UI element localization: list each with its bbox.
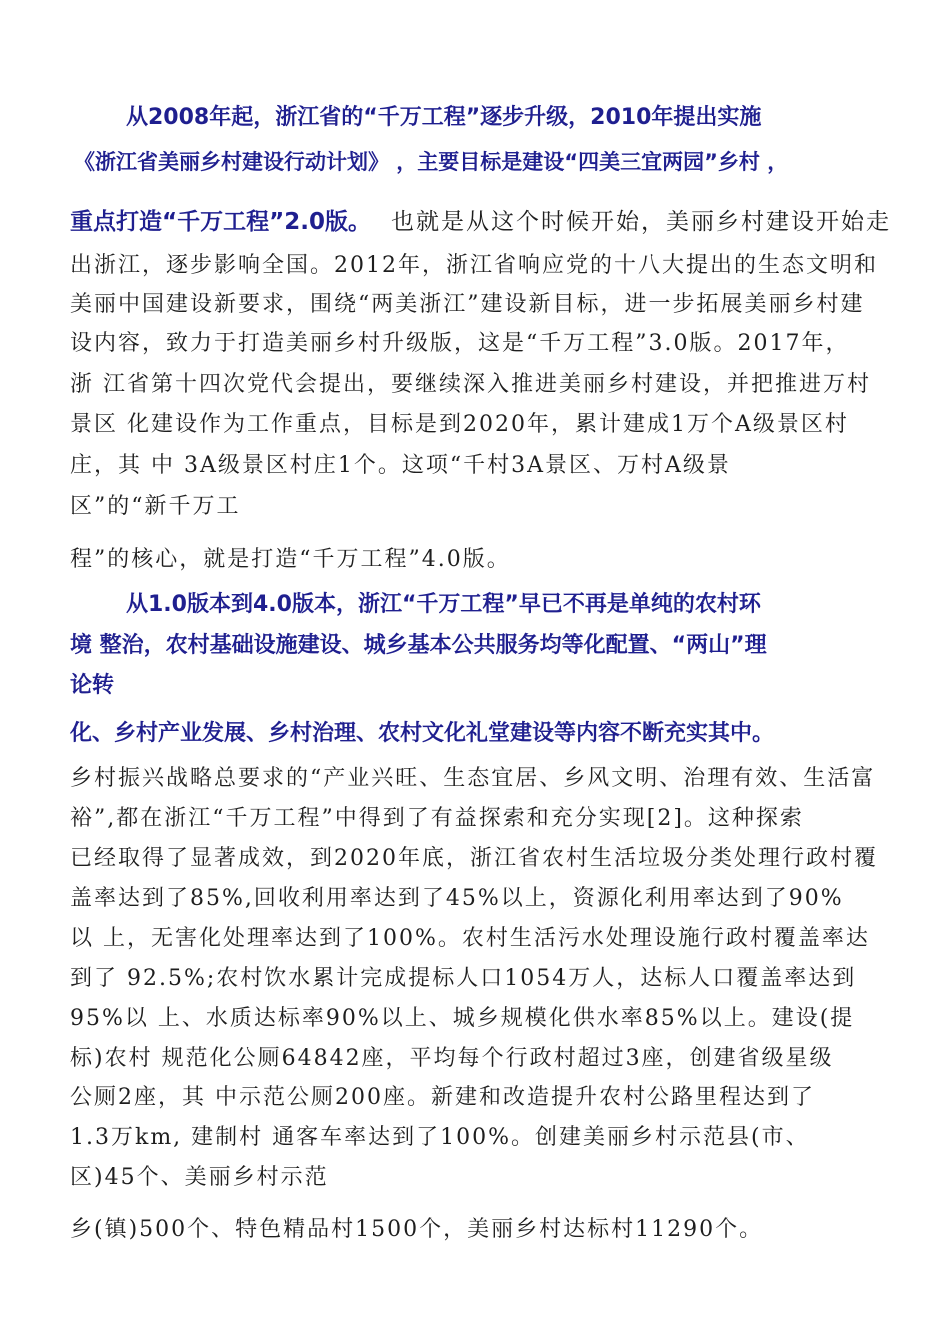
body-text-line: 设内容，致力于打造美丽乡村升级版，这是“千万工程”3.0版。2017年， xyxy=(70,331,850,356)
body-text-line: 美丽中国建设新要求，围绕“两美浙江”建设新目标，进一步拓展美丽乡村建 xyxy=(70,292,865,317)
body-text-line: 庄，其 中 3A级景区村庄1个。这项“千村3A景区、万村A级景 xyxy=(70,453,731,478)
body-text-line: 公厕2座，其 中示范公厕200座。新建和改造提升农村公路里程达到了 xyxy=(70,1085,815,1110)
body-text-line: 裕”,都在浙江“千万工程”中得到了有益探索和充分实现[2]。这种探索 xyxy=(70,806,804,831)
body-text-line: 盖率达到了85%,回收利用率达到了45%以上，资源化利用率达到了90% xyxy=(70,886,844,911)
body-text-line: 95%以 上、水质达标率90%以上、城乡规模化供水率85%以上。建设(提 xyxy=(70,1006,855,1031)
bold-heading-line: 论转 xyxy=(70,673,115,698)
bold-heading-line: 《浙江省美丽乡村建设行动计划》 ，主要目标是建设“四美三宜两园”乡村 ， xyxy=(74,150,789,174)
body-text-line: 出浙江，逐步影响全国。2012年，浙江省响应党的十八大提出的生态文明和 xyxy=(70,253,878,278)
body-text-line: 区”的“新千万工 xyxy=(70,494,241,519)
body-text-line: 也就是从这个时候开始，美丽乡村建设开始走 xyxy=(390,209,891,235)
body-text-line: 景区 化建设作为工作重点，目标是到2020年，累计建成1万个A级景区村 xyxy=(70,412,849,437)
body-text-line: 以 上，无害化处理率达到了100%。农村生活污水处理设施行政村覆盖率达 xyxy=(70,926,870,951)
mixed-line xyxy=(70,207,891,237)
body-text-line: 乡村振兴战略总要求的“产业兴旺、生态宜居、乡风文明、治理有效、生活富 xyxy=(70,766,876,791)
body-text-line: 到了 92.5%;农村饮水累计完成提标人口1054万人，达标人口覆盖率达到 xyxy=(70,966,857,991)
bold-heading-line: 化、乡村产业发展、乡村治理、农村文化礼堂建设等内容不断充实其中。 xyxy=(70,721,775,746)
bold-heading-line: 境 整治，农村基础设施建设、城乡基本公共服务均等化配置、“两山”理 xyxy=(70,633,767,658)
body-text-line: 1.3万km, 建制村 通客车率达到了100%。创建美丽乡村示范县(市、 xyxy=(70,1125,810,1150)
body-text-line: 程”的核心，就是打造“千万工程”4.0版。 xyxy=(70,547,511,572)
body-text-line: 已经取得了显著成效，到2020年底，浙江省农村生活垃圾分类处理行政村覆 xyxy=(70,846,878,871)
body-text-line: 浙 江省第十四次党代会提出，要继续深入推进美丽乡村建设，并把推进万村 xyxy=(70,372,871,397)
bold-heading-line: 从2008年起，浙江省的“千万工程”逐步升级，2010年提出实施 xyxy=(126,105,762,130)
body-text-line: 乡(镇)500个、特色精品村1500个，美丽乡村达标村11290个。 xyxy=(70,1217,764,1242)
bold-heading-line: 重点打造“千万工程”2.0版。 xyxy=(70,209,371,235)
body-text-line: 区)45个、美丽乡村示范 xyxy=(70,1165,329,1190)
body-text-line: 标)农村 规范化公厕64842座，平均每个行政村超过3座，创建省级星级 xyxy=(70,1046,834,1071)
bold-heading-line: 从1.0版本到4.0版本，浙江“千万工程”早已不再是单纯的农村环 xyxy=(126,592,761,617)
